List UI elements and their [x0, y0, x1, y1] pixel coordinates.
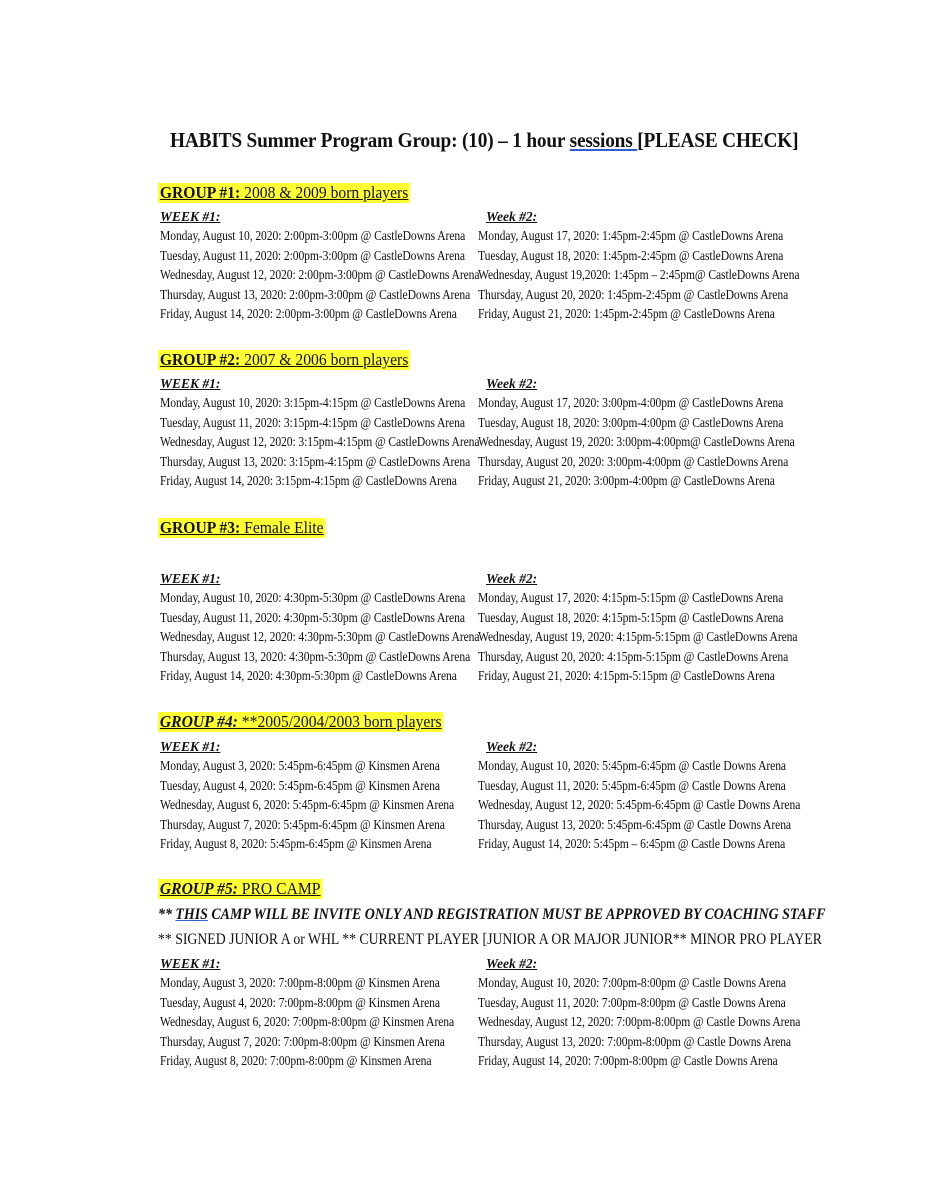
- session-row: Wednesday, August 19,2020: 1:45pm – 2:45pm@ CastleDowns Arena: [478, 267, 800, 283]
- group-label: GROUP #2:: [159, 350, 241, 369]
- session-row: Tuesday, August 11, 2020: 3:15pm-4:15pm @ CastleDowns Arena: [160, 414, 465, 430]
- session-row: Friday, August 21, 2020: 4:15pm-5:15pm @ CastleDowns Arena: [478, 668, 775, 684]
- session-row: Tuesday, August 11, 2020: 5:45pm-6:45pm @ Castle Downs Arena: [478, 777, 786, 793]
- group-2-heading: [158, 350, 410, 370]
- session-row: Monday, August 10, 2020: 7:00pm-8:00pm @ Castle Downs Arena: [478, 975, 787, 990]
- session-row: Tuesday, August 11, 2020: 4:30pm-5:30pm @ CastleDowns Arena: [160, 609, 465, 625]
- group-5-week-1: [160, 955, 500, 1071]
- session-row: Friday, August 8, 2020: 5:45pm-6:45pm @ Kinsmen Arena: [160, 836, 432, 852]
- session-row: Wednesday, August 6, 2020: 5:45pm-6:45pm @ Kinsmen Arena: [160, 797, 455, 813]
- session-row: Tuesday, August 18, 2020: 1:45pm-2:45pm @ CastleDowns Arena: [478, 247, 784, 263]
- session-row: Monday, August 17, 2020: 3:00pm-4:00pm @ CastleDowns Arena: [478, 395, 784, 410]
- session-row: Thursday, August 20, 2020: 4:15pm-5:15pm @ CastleDowns Arena: [478, 648, 789, 664]
- session-row: Friday, August 8, 2020: 7:00pm-8:00pm @ Kinsmen Arena: [160, 1053, 432, 1069]
- session-row: Thursday, August 13, 2020: 7:00pm-8:00pm @ Castle Downs Arena: [478, 1033, 791, 1049]
- group-4-week-2: [478, 738, 818, 854]
- session-row: Monday, August 10, 2020: 3:15pm-4:15pm @ CastleDowns Arena: [160, 395, 466, 410]
- session-row: Tuesday, August 11, 2020: 2:00pm-3:00pm @ CastleDowns Arena: [160, 247, 465, 263]
- week-label: Week #2:: [486, 571, 538, 586]
- session-row: Wednesday, August 12, 2020: 5:45pm-6:45pm @ Castle Downs Arena: [478, 797, 801, 813]
- week-label: WEEK #1:: [160, 739, 221, 754]
- session-row: Wednesday, August 12, 2020: 2:00pm-3:00pm @ CastleDowns Arena: [160, 267, 480, 283]
- week-label: Week #2:: [486, 739, 538, 754]
- pro-camp-invite-note: [158, 906, 826, 924]
- session-row: Friday, August 21, 2020: 3:00pm-4:00pm @ CastleDowns Arena: [478, 473, 775, 489]
- session-row: Monday, August 17, 2020: 4:15pm-5:15pm @ CastleDowns Arena: [478, 590, 784, 605]
- group-3-week-2: [478, 570, 818, 686]
- title-check-note: [PLEASE CHECK]: [637, 128, 799, 152]
- session-row: Tuesday, August 18, 2020: 4:15pm-5:15pm @ CastleDowns Arena: [478, 609, 784, 625]
- group-1-week-1: [160, 208, 500, 324]
- session-row: Tuesday, August 4, 2020: 7:00pm-8:00pm @ Kinsmen Arena: [160, 994, 440, 1010]
- session-row: Wednesday, August 6, 2020: 7:00pm-8:00pm @ Kinsmen Arena: [160, 1014, 455, 1030]
- week-label: Week #2:: [486, 209, 538, 224]
- group-5-week-2: [478, 955, 818, 1071]
- session-row: Monday, August 3, 2020: 7:00pm-8:00pm @ Kinsmen Arena: [160, 975, 440, 990]
- group-1-heading: [158, 183, 410, 203]
- session-row: Friday, August 14, 2020: 2:00pm-3:00pm @ CastleDowns Arena: [160, 306, 457, 322]
- pro-camp-eligibility: ** SIGNED JUNIOR A or WHL ** CURRENT PLAYER [JUNIOR A OR MAJOR JUNIOR** MINOR PRO PLAYER: [158, 931, 822, 948]
- week-label: Week #2:: [486, 376, 538, 391]
- session-row: Thursday, August 7, 2020: 5:45pm-6:45pm @ Kinsmen Arena: [160, 816, 445, 832]
- session-row: Friday, August 14, 2020: 3:15pm-4:15pm @ CastleDowns Arena: [160, 473, 457, 489]
- session-row: Monday, August 10, 2020: 4:30pm-5:30pm @ CastleDowns Arena: [160, 590, 466, 605]
- group-label: GROUP #3:: [159, 518, 241, 537]
- session-row: Thursday, August 20, 2020: 3:00pm-4:00pm @ CastleDowns Arena: [478, 453, 789, 469]
- group-1-week-2: [478, 208, 818, 324]
- week-label: WEEK #1:: [160, 376, 221, 391]
- session-row: Wednesday, August 19, 2020: 4:15pm-5:15pm @ CastleDowns Arena: [478, 629, 798, 645]
- session-row: Friday, August 14, 2020: 7:00pm-8:00pm @ Castle Downs Arena: [478, 1053, 778, 1069]
- group-label: GROUP #1:: [159, 183, 241, 202]
- note-this-word: THIS: [175, 906, 208, 923]
- group-2-week-1: [160, 375, 500, 491]
- group-description: 2007 & 2006 born players: [240, 350, 409, 369]
- session-row: Monday, August 3, 2020: 5:45pm-6:45pm @ Kinsmen Arena: [160, 758, 440, 773]
- group-description: Female Elite: [240, 518, 324, 537]
- session-row: Wednesday, August 12, 2020: 4:30pm-5:30pm @ CastleDowns Arena: [160, 629, 480, 645]
- group-2-week-2: [478, 375, 818, 491]
- group-label: GROUP #4:: [159, 712, 238, 731]
- session-row: Thursday, August 13, 2020: 5:45pm-6:45pm @ Castle Downs Arena: [478, 816, 791, 832]
- session-row: Monday, August 10, 2020: 5:45pm-6:45pm @ Castle Downs Arena: [478, 758, 787, 773]
- session-row: Wednesday, August 12, 2020: 3:15pm-4:15pm @ CastleDowns Arena: [160, 434, 480, 450]
- title-text: HABITS Summer Program Group: (10) – 1 hour: [170, 128, 570, 152]
- session-row: Monday, August 10, 2020: 2:00pm-3:00pm @ CastleDowns Arena: [160, 228, 466, 243]
- session-row: Friday, August 14, 2020: 5:45pm – 6:45pm @ Castle Downs Arena: [478, 836, 786, 852]
- group-5-heading: [158, 879, 322, 899]
- session-row: Thursday, August 7, 2020: 7:00pm-8:00pm @ Kinsmen Arena: [160, 1033, 445, 1049]
- note-prefix: **: [158, 906, 176, 923]
- session-row: Tuesday, August 4, 2020: 5:45pm-6:45pm @ Kinsmen Arena: [160, 777, 440, 793]
- session-row: Wednesday, August 19, 2020: 3:00pm-4:00pm@ CastleDowns Arena: [478, 434, 795, 450]
- session-row: Monday, August 17, 2020: 1:45pm-2:45pm @ CastleDowns Arena: [478, 228, 784, 243]
- session-row: Tuesday, August 11, 2020: 7:00pm-8:00pm @ Castle Downs Arena: [478, 994, 786, 1010]
- title-underlined-word: sessions: [569, 128, 638, 152]
- group-4-heading: [158, 712, 443, 732]
- session-row: Wednesday, August 12, 2020: 7:00pm-8:00pm @ Castle Downs Arena: [478, 1014, 801, 1030]
- session-row: Thursday, August 20, 2020: 1:45pm-2:45pm @ CastleDowns Arena: [478, 286, 789, 302]
- document-title: [170, 128, 799, 153]
- group-4-week-1: [160, 738, 500, 854]
- session-row: Thursday, August 13, 2020: 2:00pm-3:00pm @ CastleDowns Arena: [160, 286, 471, 302]
- session-row: Thursday, August 13, 2020: 3:15pm-4:15pm @ CastleDowns Arena: [160, 453, 471, 469]
- session-row: Friday, August 14, 2020: 4:30pm-5:30pm @ CastleDowns Arena: [160, 668, 457, 684]
- group-3-heading: [158, 518, 325, 538]
- group-label: GROUP #5:: [159, 879, 238, 898]
- session-row: Friday, August 21, 2020: 1:45pm-2:45pm @ CastleDowns Arena: [478, 306, 775, 322]
- week-label: Week #2:: [486, 956, 538, 971]
- week-label: WEEK #1:: [160, 571, 221, 586]
- group-3-week-1: [160, 570, 500, 686]
- group-description: 2008 & 2009 born players: [240, 183, 409, 202]
- week-label: WEEK #1:: [160, 956, 221, 971]
- note-text: CAMP WILL BE INVITE ONLY AND REGISTRATION MUST BE APPROVED BY COACHING STAFF: [207, 906, 826, 923]
- session-row: Thursday, August 13, 2020: 4:30pm-5:30pm @ CastleDowns Arena: [160, 648, 471, 664]
- session-row: Tuesday, August 18, 2020: 3:00pm-4:00pm @ CastleDowns Arena: [478, 414, 784, 430]
- group-description: **2005/2004/2003 born players: [237, 712, 442, 731]
- group-description: PRO CAMP: [237, 879, 321, 898]
- week-label: WEEK #1:: [160, 209, 221, 224]
